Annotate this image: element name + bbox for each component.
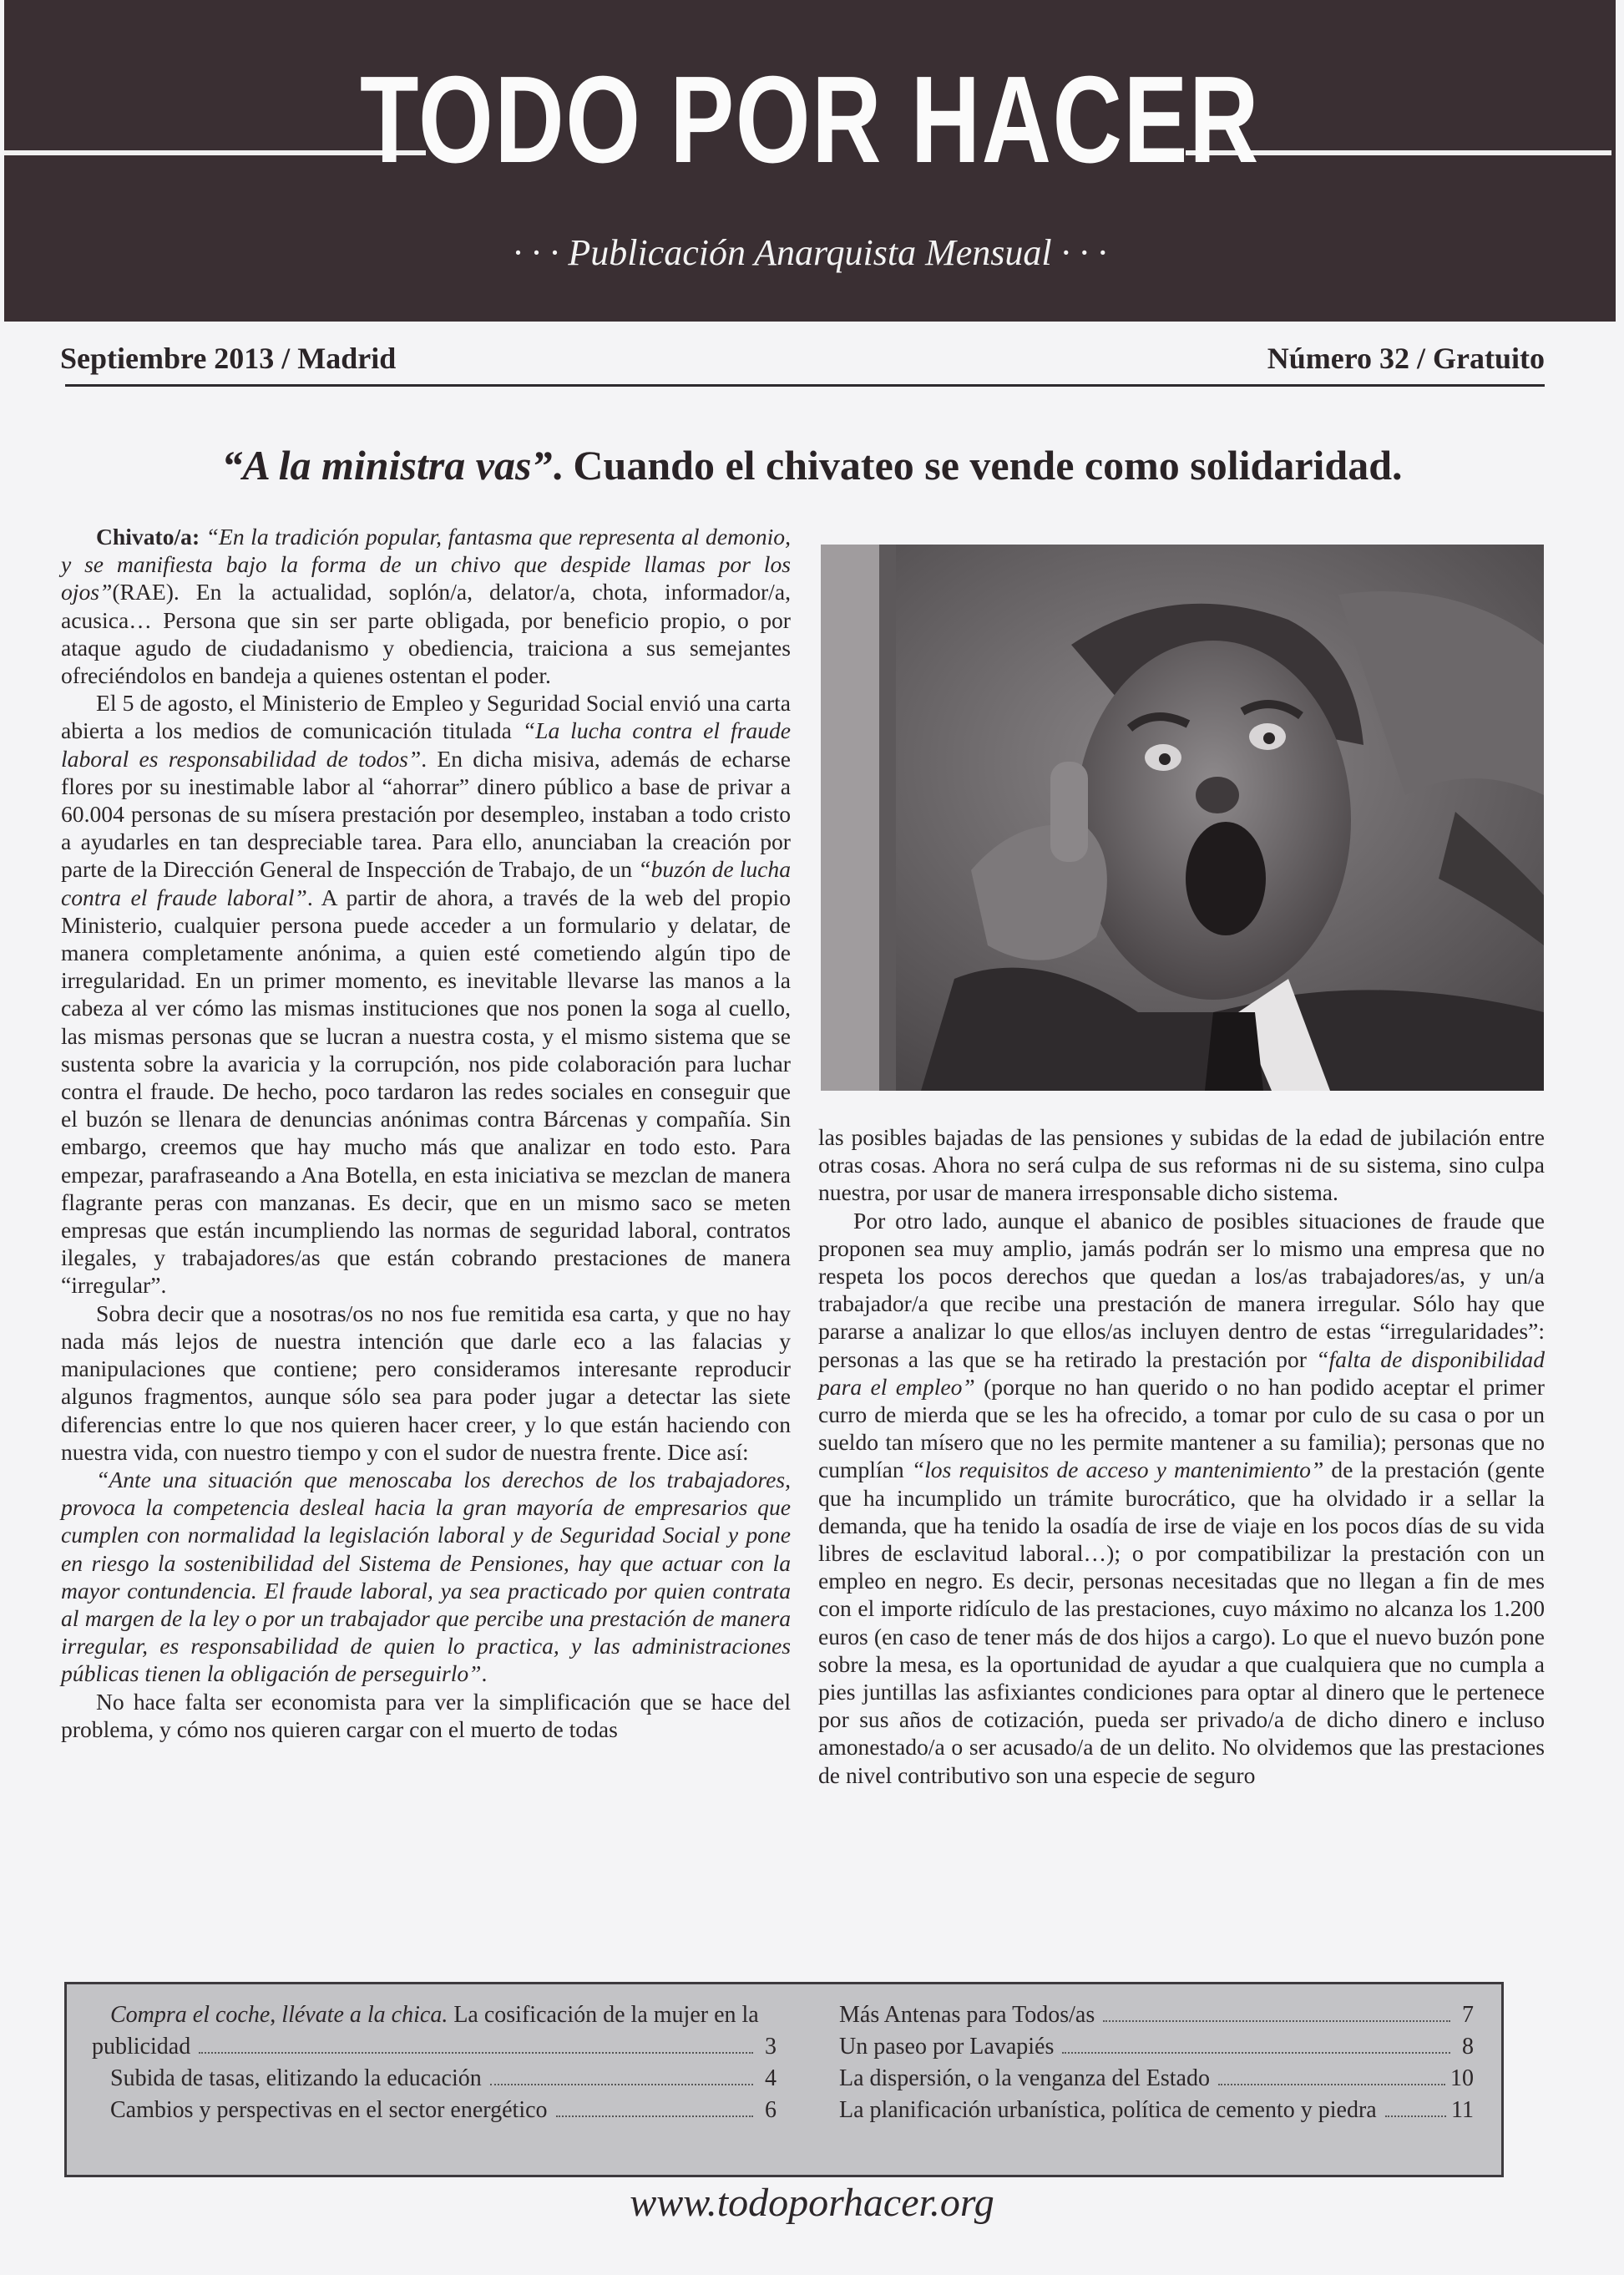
website-link[interactable]: www.todoporhacer.org (630, 2181, 994, 2225)
toc-page-number: 4 (765, 2065, 777, 2091)
toc-page-number: 6 (765, 2097, 777, 2123)
toc-item[interactable] (839, 1999, 1474, 2031)
quote-text: “Ante una situación que menoscaba los derechos de los trabajadores, provoca la competencia desleal hacia la gran mayoría de empresarios que cumplen con normalidad la legislación laboral y de Seguridad Social y pone en riesgo la sostenibilidad del Sistema de Pensiones, hay que actuar con la mayor contundencia. El fraude laboral, ya sea practicado por quien contrata al margen de la ley o por un trabajador que percibe una prestación de manera irregular, es responsabilidad de quien lo practica, y las administraciones públicas tienen la obligación de perseguirlo” (61, 1466, 791, 1687)
masthead (4, 0, 1616, 322)
definition-term: Chivato/a: (96, 524, 200, 550)
publication-title: TODO POR HACER (359, 51, 1260, 189)
toc-item-title: Subida de tasas, elitizando la educación (110, 2065, 482, 2091)
toc-item-title: publicidad (92, 2034, 191, 2060)
issue-date-location: Septiembre 2013 / Madrid (60, 342, 397, 375)
toc-leader-dots (556, 2115, 753, 2117)
paragraph-text: de la prestación (gente que ha incumplido un trámite burocrático, que ha olvidado ir a sellar la demanda, que ha tenido la osadía de irse de viaje en los pocos días de su vida libres de esclavitud laboral…); o por compatibilizar la prestación con un empleo en negro. Es decir, personas necesitadas que no llegan a fin de mes con el importe ridículo de las prestaciones, cuyo máximo no alcanza los 1.200 euros (en caso de tener más de dos hijos a cargo). Lo que el nuevo buzón pone sobre la mesa, es la oportunidad de ayudar a que cualquiera que no cumpla a pies juntillas las asfixiantes condiciones para optar al dinero que le pertenece por sus años de cotización, pueda ser privado/a de dicho dinero e incluso amonestado/a o ser acusado/a de un delito. No olvidemos que las prestaciones de nivel contributivo son una especie de seguro (818, 1457, 1545, 1788)
toc-item-title: Un paseo por Lavapiés (839, 2034, 1055, 2060)
toc-item-title: La planificación urbanística, política de cemento y piedra (839, 2097, 1377, 2123)
paragraph: No hace falta ser economista para ver la simplificación que se hace del problema, y cómo nos quieren cargar con el muerto de todas (61, 1688, 791, 1742)
toc-column-right (839, 1999, 1474, 2126)
toc-item[interactable] (92, 2095, 777, 2126)
paragraph (61, 523, 791, 689)
toc-leader-dots (1218, 2084, 1445, 2085)
table-of-contents (64, 1982, 1504, 2177)
toc-page-number: 7 (1462, 2002, 1474, 2028)
article-headline (0, 441, 1624, 489)
inline-quote: “buzón de lucha contra el fraude laboral” (61, 856, 792, 910)
quote-end: . (481, 1660, 488, 1687)
toc-leader-dots (199, 2052, 753, 2054)
photo-illustration (821, 545, 1544, 1091)
toc-item[interactable] (839, 2063, 1474, 2095)
paragraph-text: (porque no han querido o no han podido aceptar el primer curro de mierda que se les ha ofrecido, a tomar por culo de su casa o por un sueldo tan mísero que no les permite mantener a su familia); personas que no cumplían (818, 1373, 1545, 1483)
paragraph-text: (RAE). En la actualidad, soplón/a, delator/a, chota, informador/a, acusica… Persona que sin ser parte obligada, por beneficio propio, o por ataque agudo de ciudadanismo y obediencia, traiciona a sus semejantes ofreciéndolos en bandeja a quienes ostentan el poder. (61, 579, 791, 689)
toc-leader-dots (490, 2084, 753, 2085)
paragraph: Sobra decir que a nosotras/os no nos fue remitida esa carta, y que no hay nada más lejos de nuestra intención que darle eco a las falacias y manipulaciones que contiene; pero consideramos interesante reproducir algunos fragmentos, aunque sólo sea para poder jugar a detectar las siete diferencias entre lo que nos quieren hacer creer, y lo que están haciendo con nuestra vida, con nuestro tiempo y con el sudor de nuestra frente. Dice así: (61, 1300, 791, 1465)
headline-quote: “A la ministra vas” (221, 442, 553, 489)
toc-item-title-italic: Compra el coche, llévate a la chica. (110, 2002, 448, 2028)
toc-page-number: 8 (1462, 2034, 1474, 2060)
toc-page-number: 10 (1450, 2065, 1474, 2091)
block-quote (61, 1466, 791, 1688)
toc-item[interactable] (92, 2063, 777, 2095)
toc-item-title: Más Antenas para Todos/as (839, 2002, 1095, 2028)
paragraph (61, 689, 791, 1299)
paragraph-text: . A partir de ahora, a través de la web del propio Ministerio, cualquier persona puede acceder a un formulario y delatar, de manera completamente anónima, a quien esté cometiendo algún tipo de irregularidad. En un primer momento, es inevitable llevarse las manos a la cabeza al ver cómo las mismas instituciones que nos ponen la soga al cuello, las mismas personas que se lucran a nuestra costa, y el mismo sistema que se sustenta sobre la avaricia y la corrupción, nos pide colaboración para luchar contra el fraude. De hecho, poco tardaron las redes sociales en conseguir que el buzón se llenara de denuncias anónimas contra Bárcenas y compañía. Sin embargo, creemos que hay mucho más que analizar en todo esto. Para empezar, parafraseando a Ana Botella, en esta iniciativa se mezclan de manera flagrante peras con manzanas. Es decir, que en un mismo saco se meten empresas que están incumpliendo las normas de seguridad laboral, contratos ilegales, y trabajadores/as que están cobrando prestaciones de manera “irregular”. (61, 884, 791, 1299)
headline-rest: . Cuando el chivateo se vende como solidaridad. (552, 442, 1403, 489)
toc-leader-dots (1103, 2020, 1450, 2022)
dateline-divider (65, 384, 1545, 387)
inline-quote: “La lucha contra el fraude laboral es responsabilidad de todos” (61, 717, 791, 772)
toc-item[interactable] (92, 1999, 777, 2031)
publication-subtitle: · · · Publicación Anarquista Mensual · · · (513, 232, 1107, 273)
paragraph-text: Por otro lado, aunque el abanico de posibles situaciones de fraude que proponen sea muy amplio, jamás podrán ser lo mismo una empresa que no respeta los pocos derechos que quedan a los/as trabajadores/as, y un/a trabajador/a que recibe una prestación de manera irregular. Sólo hay que pararse a analizar lo que ellos/as incluyen dentro de estas “irregularidades”: personas a las que se ha retirado la prestación por (818, 1207, 1545, 1372)
toc-page-number: 11 (1451, 2097, 1474, 2123)
article-column-left (61, 523, 791, 1743)
paragraph-text: El 5 de agosto, el Ministerio de Empleo y Seguridad Social envió una carta abierta a los medios de comunicación titulada (61, 690, 791, 744)
toc-item-title: Cambios y perspectivas en el sector energético (110, 2097, 548, 2123)
photo-shouting-man-pointing-icon (821, 545, 1544, 1091)
toc-item[interactable] (839, 2031, 1474, 2063)
toc-item[interactable] (839, 2095, 1474, 2126)
inline-quote: “los requisitos de acceso y mantenimiento” (911, 1457, 1324, 1483)
toc-item-title: La dispersión, o la venganza del Estado (839, 2065, 1210, 2091)
paragraph-text: . En dicha misiva, además de echarse flores por su inestimable labor al “ahorrar” dinero público a base de privar a 60.004 personas de su mísera prestación por desempleo, instaban a todo cristo a ayudarles en tan despreciable tarea. Para ello, anunciaban la creación por parte de la Dirección General de Inspección de Trabajo, de un (61, 745, 791, 883)
toc-item[interactable] (92, 2031, 777, 2063)
toc-column-left (92, 1999, 777, 2126)
article-column-right (818, 1123, 1545, 1789)
issue-number: Número 32 / Gratuito (1267, 342, 1545, 375)
paragraph: las posibles bajadas de las pensiones y subidas de la edad de jubilación entre otras cosas. Ahora no será culpa de sus reformas ni de su sistema, sino culpa nuestra, por usar de manera irresponsable dicho sistema. (818, 1124, 1545, 1206)
toc-leader-dots (1385, 2115, 1446, 2117)
toc-page-number: 3 (765, 2034, 777, 2060)
definition-quote: “En la tradición popular, fantasma que representa al demonio, y se manifiesta bajo la forma de un chivo que despide llamas por los ojos” (61, 524, 791, 605)
toc-item-title: La cosificación de la mujer en la (448, 2002, 759, 2028)
paragraph (818, 1207, 1545, 1789)
toc-leader-dots (1062, 2052, 1450, 2054)
inline-quote: “falta de disponibilidad para el empleo” (818, 1345, 1545, 1400)
